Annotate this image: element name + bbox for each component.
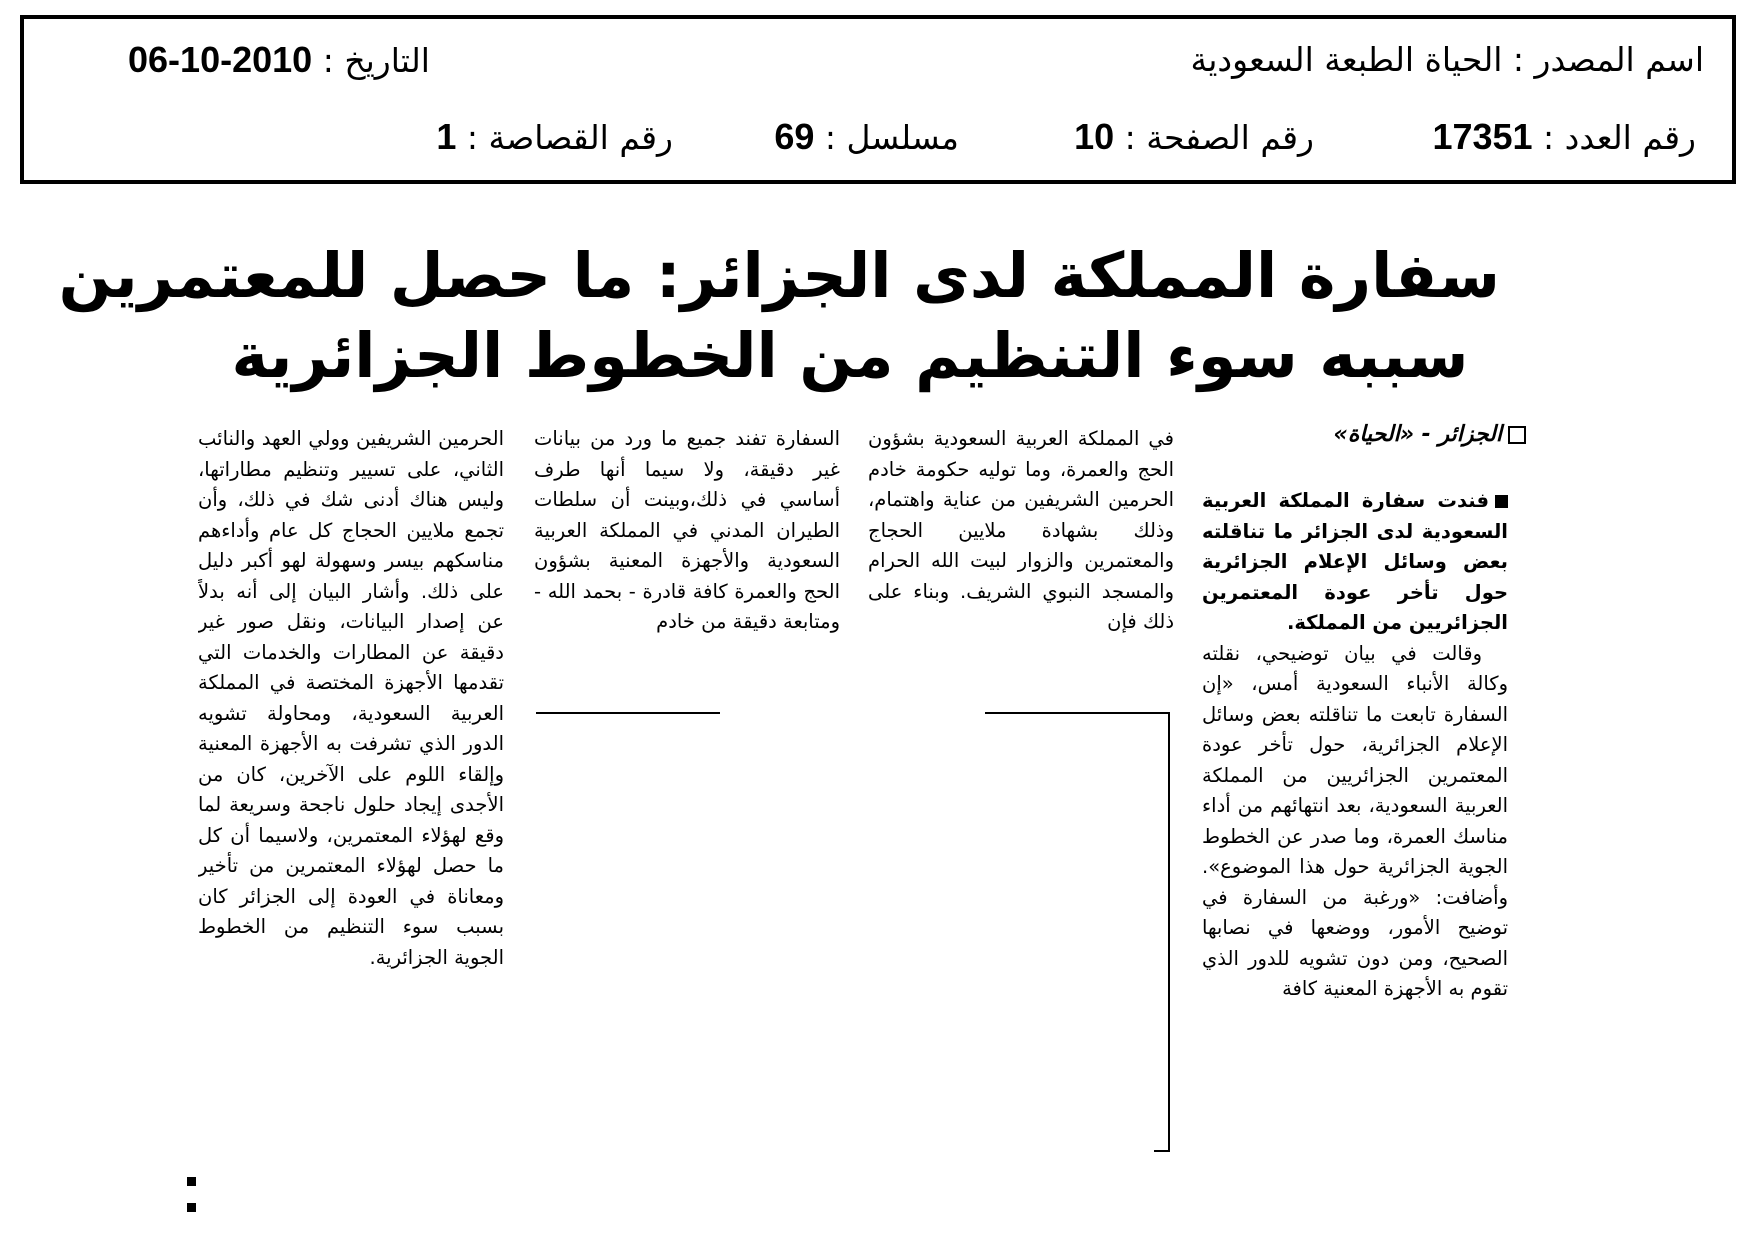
column-2-text: في المملكة العربية السعودية بشؤون الحج والعمرة، وما توليه حكومة خادم الحرمين الشريفين من عناية واهتمام، وذلك بشهادة ملايين الحجاج والمعتمرين والزوار لبيت الله الحرام والمسجد النبوي الشريف. وبناء على ذلك فإن xyxy=(868,427,1174,633)
square-outline-icon xyxy=(1508,426,1526,444)
separator: : xyxy=(1124,118,1136,157)
separator: : xyxy=(1543,118,1555,157)
bracket-bottom-rule xyxy=(1154,1150,1170,1152)
headline-line-2: سببه سوء التنظيم من الخطوط الجزائرية xyxy=(231,319,1469,392)
issue-field xyxy=(1432,117,1696,158)
article-column-1 xyxy=(1202,486,1508,1152)
clip-label: رقم القصاصة xyxy=(488,118,673,157)
headline-line-1: سفارة المملكة لدى الجزائر: ما حصل للمعتمرين xyxy=(58,239,1500,312)
article-column-3 xyxy=(534,424,840,672)
separator: : xyxy=(1512,40,1525,79)
page-field xyxy=(1074,117,1314,158)
decorative-square xyxy=(187,1203,196,1212)
issue-label: رقم العدد xyxy=(1564,118,1696,157)
source-field xyxy=(1191,40,1704,80)
bracket-top-rule xyxy=(985,712,1170,714)
clip-value: 1 xyxy=(436,116,457,157)
bracket-vertical-rule xyxy=(1168,712,1170,1152)
article-column-2 xyxy=(868,424,1174,672)
decorative-square xyxy=(187,1177,196,1186)
date-field xyxy=(128,40,430,81)
column-3-end-rule xyxy=(536,712,720,714)
separator: : xyxy=(322,41,334,80)
issue-value: 17351 xyxy=(1432,116,1533,157)
date-label: التاريخ xyxy=(344,41,430,80)
bullet-square-icon xyxy=(1495,495,1508,508)
date-value: 2010-10-06 xyxy=(128,39,313,80)
article-column-4 xyxy=(198,424,504,1152)
column-3-text: السفارة تفند جميع ما ورد من بيانات غير دقيقة، ولا سيما أنها طرف أساسي في ذلك،وبينت أن سلطات الطيران المدني في المملكة العربية السعودية والأجهزة المعنية بشؤون الحج والعمرة كافة قادرة - بحمد الله - ومتابعة دقيقة من خادم xyxy=(534,427,840,633)
source-label: اسم المصدر xyxy=(1534,40,1704,79)
column-1-text: وقالت في بيان توضيحي، نقلته وكالة الأنباء السعودية أمس، «إن السفارة تابعت ما تناقلته بعض وسائل الإعلام الجزائرية، حول تأخر عودة المعتمرين الجزائريين من المملكة العربية السعودية، بعد انتهائهم من أداء مناسك العمرة، وما صدر عن الخطوط الجوية الجزائرية حول هذا الموضوع». وأضافت: «ورغبة من السفارة في توضيح الأمور، ووضعها في نصابها الصحيح، ومن دون تشويه للدور الذي تقوم به الأجهزة المعنية كافة xyxy=(1202,641,1508,1000)
lead-paragraph xyxy=(1202,486,1508,639)
source-value: الحياة الطبعة السعودية xyxy=(1190,40,1503,79)
page-value: 10 xyxy=(1074,116,1115,157)
serial-value: 69 xyxy=(774,116,815,157)
lead-text: فندت سفارة المملكة العربية السعودية لدى الجزائر ما تناقلته بعض وسائل الإعلام الجزائرية حول تأخر عودة المعتمرين الجزائريين من المملكة. xyxy=(1202,489,1508,634)
separator: : xyxy=(824,118,837,157)
serial-label: مسلسل xyxy=(846,118,959,157)
page-label: رقم الصفحة xyxy=(1146,118,1314,157)
column-4-text: الحرمين الشريفين وولي العهد والنائب الثاني، على تسيير وتنظيم مطاراتها، وليس هناك أدنى شك في ذلك، وأن تجمع ملايين الحجاج كل عام وأداءهم مناسكهم بيسر وسهولة لهو أكبر دليل على ذلك. وأشار البيان إلى أنه بدلاً عن إصدار البيانات، ونقل صور غير دقيقة عن المطارات والخدمات التي تقدمها الأجهزة المختصة في المملكة العربية السعودية، ومحاولة تشويه الدور الذي تشرفت به الأجهزة المعنية وإلقاء اللوم على الآخرين، كان من الأجدى إيجاد حلول ناجحة وسريعة لما وقع لهؤلاء المعتمرين، ولاسيما أن كل ما حصل لهؤلاء المعتمرين من تأخير ومعاناة في العودة إلى الجزائر كان بسبب سوء التنظيم من الخطوط الجوية الجزائرية. xyxy=(198,427,504,969)
byline xyxy=(1334,422,1526,447)
clip-field xyxy=(436,117,673,158)
serial-field xyxy=(774,117,959,158)
byline-text: الجزائر - «الحياة» xyxy=(1333,422,1502,447)
separator: : xyxy=(466,118,479,157)
